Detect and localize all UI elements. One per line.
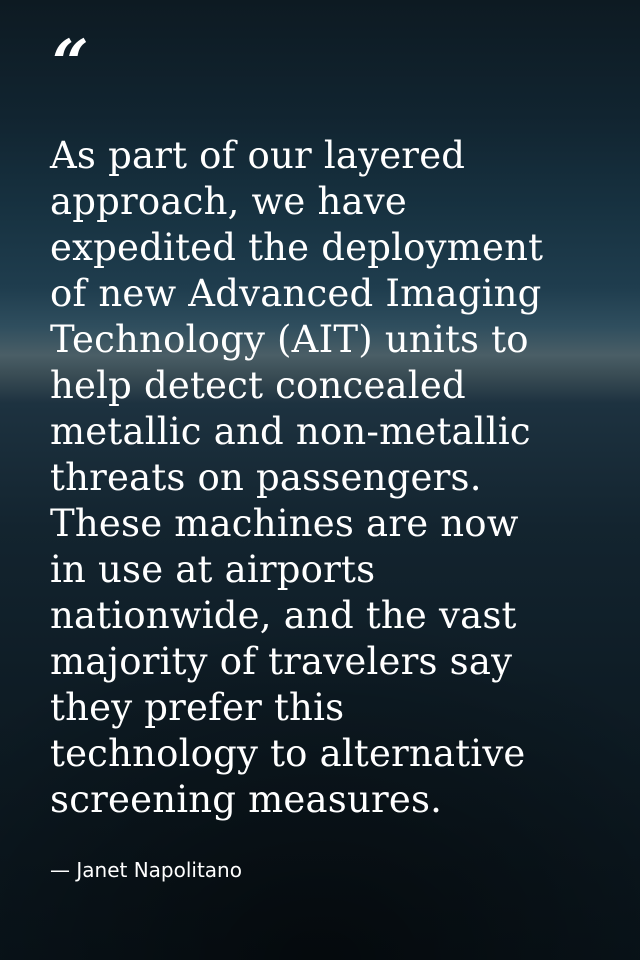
quotation-mark-icon: “ <box>52 26 89 101</box>
quote-attribution: — Janet Napolitano <box>50 858 242 882</box>
quote-text: As part of our layered approach, we have expedited the deployment of new Advanced Imaging Technology (AIT) units to help detect concealed metallic and non-metallic threats on passengers. These machines are now in use at airports nationwide, and the vast majority of travelers say they prefer this technology to alternative screening measures. <box>50 134 544 821</box>
